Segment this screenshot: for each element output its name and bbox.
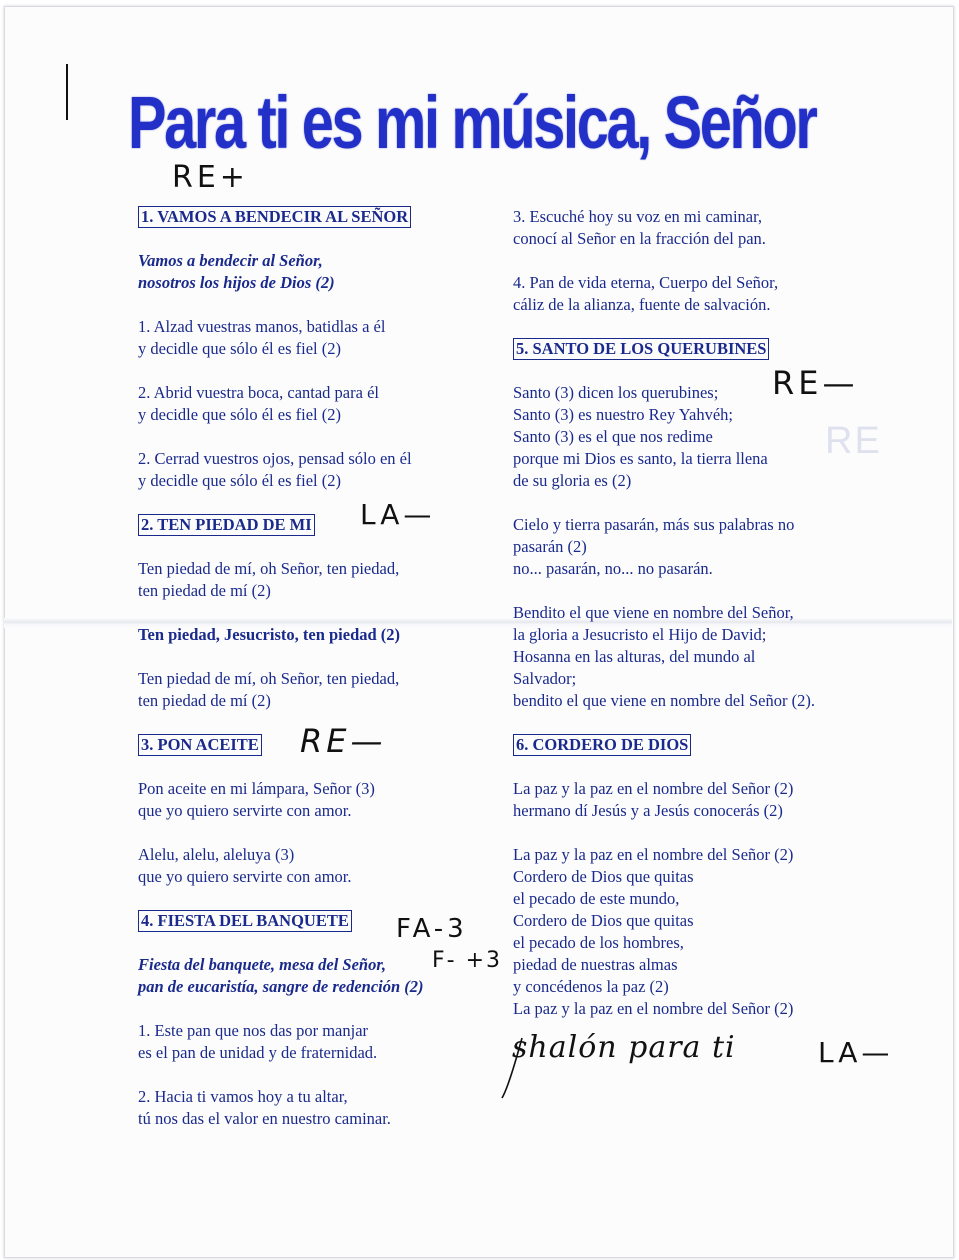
- verse-line: Cordero de Dios que quitas: [513, 867, 694, 886]
- verse-line: ten piedad de mí (2): [138, 581, 271, 600]
- margin-mark: [66, 64, 68, 120]
- verse-line: Bendito el que viene en nombre del Señor,: [513, 603, 794, 622]
- refrain-line: Vamos a bendecir al Señor,: [138, 251, 323, 270]
- handwritten-chord: RE—: [772, 364, 859, 402]
- verse-line: la gloria a Jesucristo el Hijo de David;: [513, 625, 767, 644]
- verse-line: tú nos das el valor en nuestro caminar.: [138, 1109, 391, 1128]
- refrain-line: nosotros los hijos de Dios (2): [138, 273, 335, 292]
- verse-line: Salvador;: [513, 669, 577, 688]
- handwriting-stroke: [500, 1010, 790, 1110]
- verse-line: 3. Escuché hoy su voz en mi caminar,: [513, 207, 763, 226]
- handwritten-chord: LA—: [818, 1036, 894, 1069]
- song-heading: 1. VAMOS A BENDECIR AL SEÑOR: [138, 206, 411, 228]
- verse-line: 2. Cerrad vuestros ojos, pensad sólo en él: [138, 449, 412, 468]
- refrain-line: pan de eucaristía, sangre de redención (2): [138, 977, 424, 996]
- refrain-line: Fiesta del banquete, mesa del Señor,: [138, 955, 386, 974]
- verse-line: Alelu, alelu, aleluya (3): [138, 845, 295, 864]
- verse-line: Hosanna en las alturas, del mundo al: [513, 647, 756, 666]
- verse-line: Cordero de Dios que quitas: [513, 911, 694, 930]
- verse-line: y decidle que sólo él es fiel (2): [138, 339, 341, 358]
- verse-line: 1. Alzad vuestras manos, batidlas a él: [138, 317, 386, 336]
- song-heading: 4. FIESTA DEL BANQUETE: [138, 910, 352, 932]
- verse-line: Santo (3) es el que nos redime: [513, 427, 713, 446]
- handwritten-chord: LA—: [360, 498, 436, 531]
- verse-line: cáliz de la alianza, fuente de salvación.: [513, 295, 771, 314]
- verse-line: 2. Abrid vuestra boca, cantad para él: [138, 383, 379, 402]
- song-heading: 3. PON ACEITE: [138, 734, 262, 756]
- verse-line: La paz y la paz en el nombre del Señor (2): [513, 845, 794, 864]
- verse-line: el pecado de este mundo,: [513, 889, 680, 908]
- verse-line: no... pasarán, no... no pasarán.: [513, 559, 713, 578]
- song-heading: 2. TEN PIEDAD DE MI: [138, 514, 315, 536]
- verse-line: pasarán (2): [513, 537, 587, 556]
- verse-line: 1. Este pan que nos das por manjar: [138, 1021, 369, 1040]
- verse-line: hermano dí Jesús y a Jesús conocerás (2): [513, 801, 783, 820]
- verse-line: conocí al Señor en la fracción del pan.: [513, 229, 766, 248]
- handwritten-chord: RE+: [172, 160, 249, 195]
- verse-line: Pon aceite en mi lámpara, Señor (3): [138, 779, 375, 798]
- verse-line: Cielo y tierra pasarán, más sus palabras no: [513, 515, 795, 534]
- verse-line: y decidle que sólo él es fiel (2): [138, 471, 341, 490]
- verse-line: Ten piedad de mí, oh Señor, ten piedad,: [138, 669, 400, 688]
- handwritten-chord: F- +3: [432, 948, 503, 973]
- verse-line: Ten piedad de mí, oh Señor, ten piedad,: [138, 559, 400, 578]
- left-column: [138, 206, 483, 1130]
- handwritten-note: shalón para ti: [512, 1030, 736, 1065]
- right-column: [513, 206, 883, 1020]
- verse-line: bendito el que viene en nombre del Señor (2).: [513, 691, 815, 710]
- verse-line: 4. Pan de vida eterna, Cuerpo del Señor,: [513, 273, 779, 292]
- verse-line: porque mi Dios es santo, la tierra llena: [513, 449, 768, 468]
- verse-line: piedad de nuestras almas: [513, 955, 678, 974]
- verse-line: el pecado de los hombres,: [513, 933, 684, 952]
- verse-line: ten piedad de mí (2): [138, 691, 271, 710]
- handwritten-chord: FA-3: [396, 914, 468, 944]
- handwritten-chord: RE—: [300, 722, 387, 760]
- faint-annotation: RE: [825, 420, 882, 462]
- verse-line: de su gloria es (2): [513, 471, 632, 490]
- song-heading: 5. SANTO DE LOS QUERUBINES: [513, 338, 769, 360]
- verse-line: y concédenos la paz (2): [513, 977, 669, 996]
- refrain-line: Ten piedad, Jesucristo, ten piedad (2): [138, 625, 401, 644]
- verse-line: La paz y la paz en el nombre del Señor (2): [513, 779, 794, 798]
- verse-line: y decidle que sólo él es fiel (2): [138, 405, 341, 424]
- verse-line: Santo (3) dicen los querubines;: [513, 383, 719, 402]
- verse-line: es el pan de unidad y de fraternidad.: [138, 1043, 378, 1062]
- verse-line: La paz y la paz en el nombre del Señor (2): [513, 999, 794, 1018]
- song-heading: 6. CORDERO DE DIOS: [513, 734, 691, 756]
- verse-line: Santo (3) es nuestro Rey Yahvéh;: [513, 405, 733, 424]
- verse-line: 2. Hacia ti vamos hoy a tu altar,: [138, 1087, 348, 1106]
- verse-line: que yo quiero servirte con amor.: [138, 867, 352, 886]
- page-title: Para ti es mi música, Señor: [128, 81, 816, 164]
- verse-line: que yo quiero servirte con amor.: [138, 801, 352, 820]
